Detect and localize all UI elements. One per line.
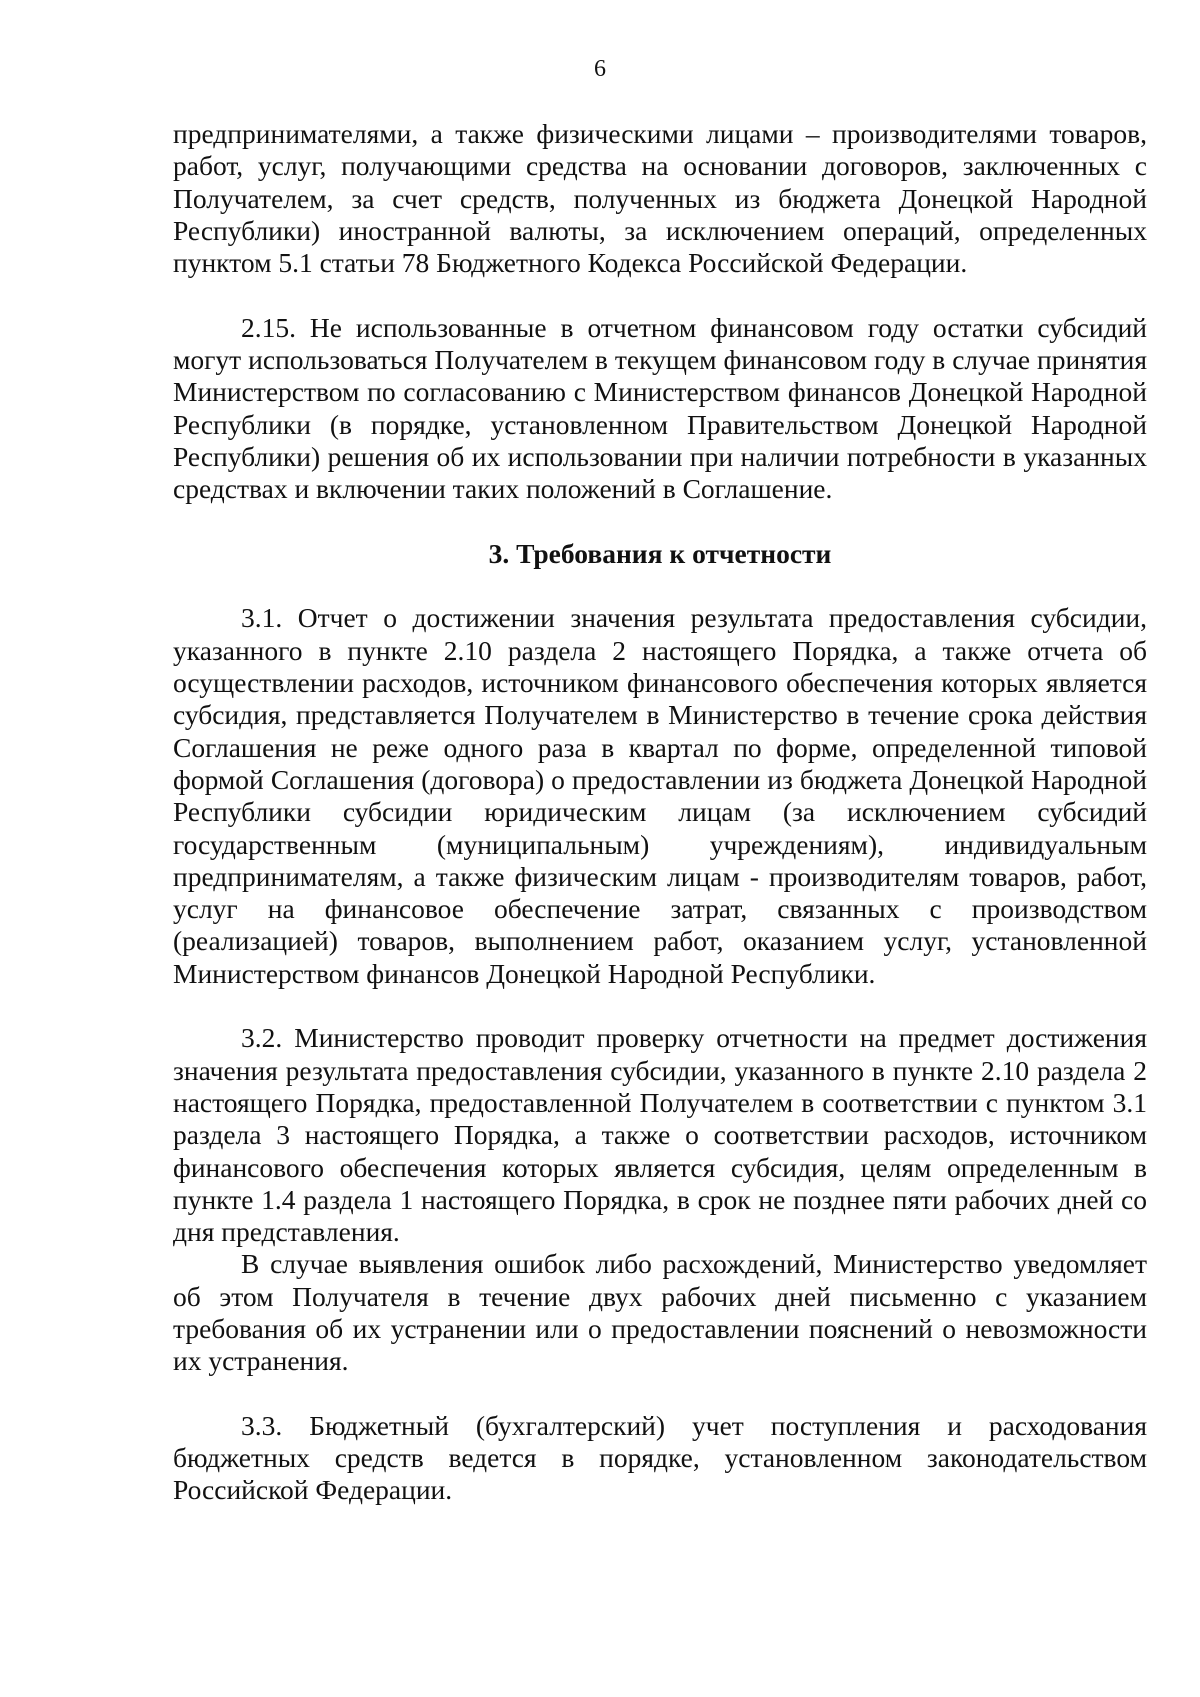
document-body [173,118,1147,1507]
paragraph-3-2-continuation: В случае выявления ошибок либо расхождений, Министерство уведомляет об этом Получателя в течение двух рабочих дней письменно с указанием требования об их устранении или о предоставлении пояснений о невозможности их устранения. [173,1248,1147,1377]
page-number: 6 [594,56,606,82]
paragraph-3-3: 3.3. Бюджетный (бухгалтерский) учет поступления и расходования бюджетных средств ведется в порядке, установленном законодательством Российской Федерации. [173,1409,1147,1506]
paragraph-continuation: предпринимателями, а также физическими лицами – производителями товаров, работ, услуг, получающими средства на основании договоров, заключенных с Получателем, за счет средств, полученных из бюджета Донецкой Народной Республики) иностранной валюты, за исключением операций, определенных пунктом 5.1 статьи 78 Бюджетного Кодекса Российской Федерации. [173,118,1147,279]
paragraph-3-2: 3.2. Министерство проводит проверку отчетности на предмет достижения значения результата предоставления субсидии, указанного в пункте 2.10 раздела 2 настоящего Порядка, предоставленной Получателем в соответствии с пунктом 3.1 раздела 3 настоящего Порядка, а также о соответствии расходов, источником финансового обеспечения которых является субсидия, целям определенным в пункте 1.4 раздела 1 настоящего Порядка, в срок не позднее пяти рабочих дней со дня представления. [173,1022,1147,1248]
paragraph-3-1: 3.1. Отчет о достижении значения результата предоставления субсидии, указанного в пункте 2.10 раздела 2 настоящего Порядка, а также отчета об осуществлении расходов, источником финансового обеспечения которых является субсидия, представляется Получателем в Министерство в течение срока действия Соглашения не реже одного раза в квартал по форме, определенной типовой формой Соглашения (договора) о предоставлении из бюджета Донецкой Народной Республики субсидии юридическим лицам (за исключением субсидий государственным (муниципальным) учреждениям), индивидуальным предпринимателям, а также физическим лицам - производителям товаров, работ, услуг на финансовое обеспечение затрат, связанных с производством (реализацией) товаров, выполнением работ, оказанием услуг, установленной Министерством финансов Донецкой Народной Республики. [173,602,1147,989]
paragraph-2-15: 2.15. Не использованные в отчетном финансовом году остатки субсидий могут использоваться Получателем в текущем финансовом году в случае принятия Министерством по согласованию с Министерством финансов Донецкой Народной Республики (в порядке, установленном Правительством Донецкой Народной Республики) решения об их использовании при наличии потребности в указанных средствах и включении таких положений в Соглашение. [173,311,1147,505]
section-heading: 3. Требования к отчетности [488,537,832,569]
